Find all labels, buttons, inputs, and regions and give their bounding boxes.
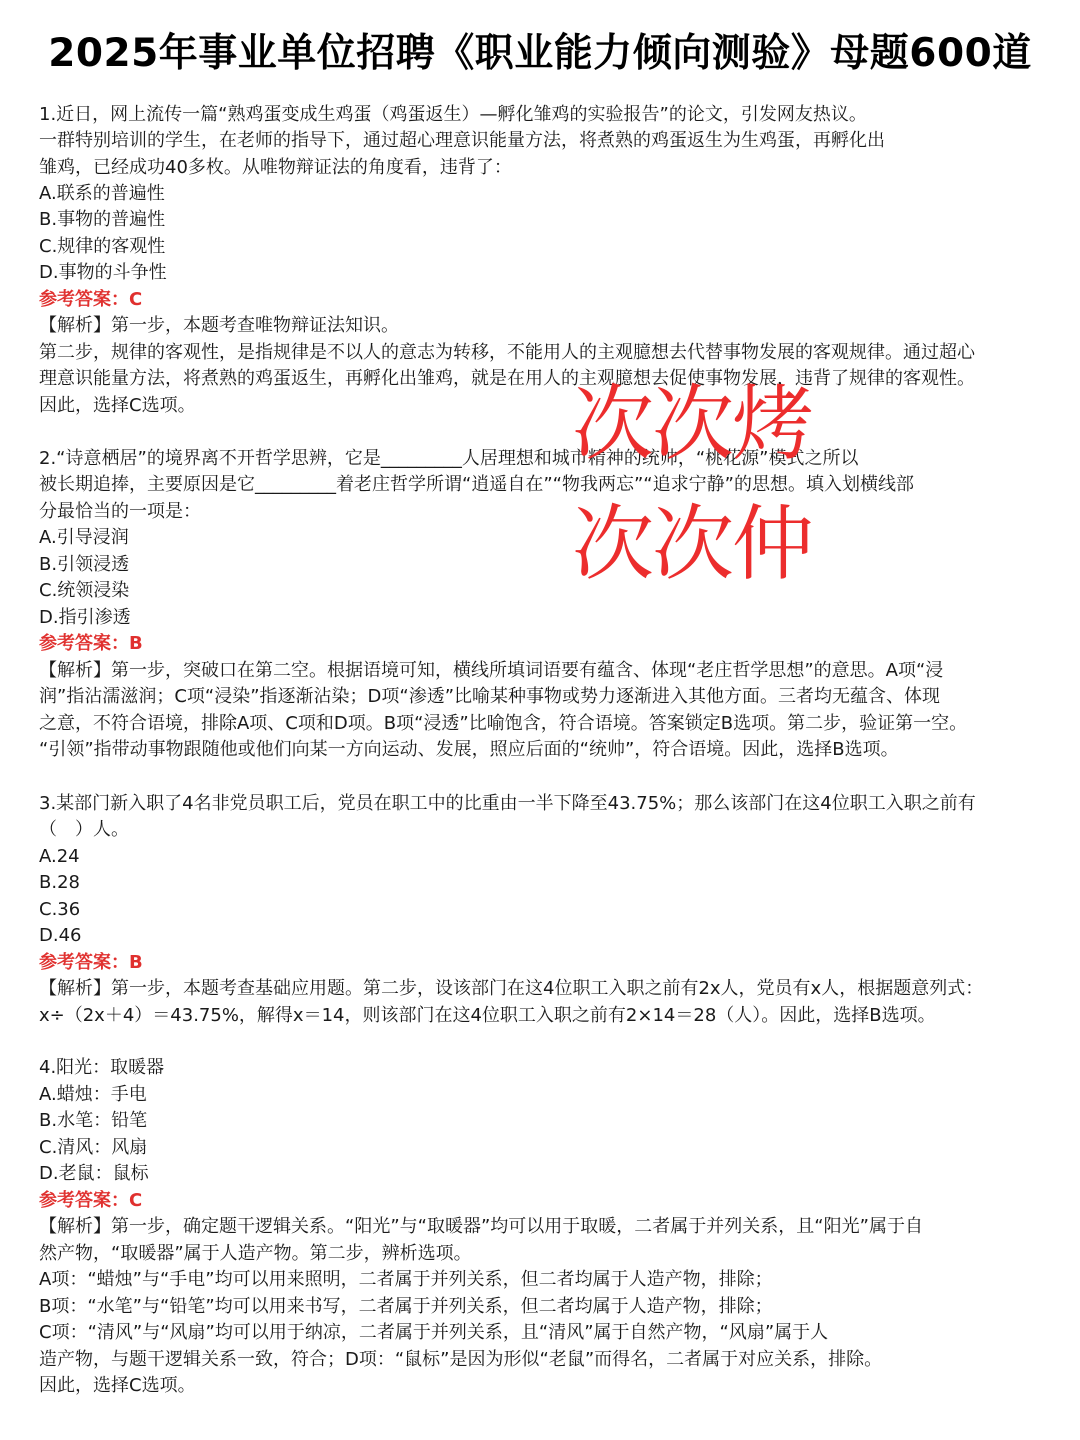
question-3-option-d: D.46 bbox=[39, 925, 82, 946]
question-1-analysis-line: 因此，选择C选项。 bbox=[39, 395, 196, 416]
question-3-option-b: B.28 bbox=[39, 872, 80, 893]
question-4-analysis-line: C项：“清风”与“风扇”均可以用于纳凉，二者属于并列关系，且“清风”属于自然产物，“风扇”属于人 bbox=[39, 1322, 829, 1343]
question-1-analysis-line: 理意识能量方法，将煮熟的鸡蛋返生，再孵化出雏鸡，就是在用人的主观臆想去促使事物发展，违背了规律的客观性。 bbox=[39, 368, 975, 389]
question-1-analysis-line: 第二步，规律的客观性，是指规律是不以人的意志为转移，不能用人的主观臆想去代替事物发展的客观规律。通过超心 bbox=[39, 342, 975, 363]
question-2-option-c: C.统领浸染 bbox=[39, 580, 130, 601]
question-2-stem-line: 2.“诗意栖居”的境界离不开哲学思辨，它是_________人居理想和城市精神的统帅，“桃花源”模式之所以 bbox=[39, 448, 859, 469]
question-4-stem-line: 4.阳光：取暖器 bbox=[39, 1057, 165, 1078]
question-4-option-c: C.清风：风扇 bbox=[39, 1137, 148, 1158]
question-4-option-d: D.老鼠：鼠标 bbox=[39, 1163, 149, 1184]
question-2-stem-line: 被长期追捧，主要原因是它_________着老庄哲学所谓“逍遥自在”“物我两忘”“追求宁静”的思想。填入划横线部 bbox=[39, 474, 914, 495]
watermark-line-1: 次次烤 bbox=[572, 377, 813, 472]
question-2-option-a: A.引导浸润 bbox=[39, 527, 129, 548]
question-3-answer: 参考答案：B bbox=[39, 952, 143, 973]
question-2-answer: 参考答案：B bbox=[39, 633, 143, 654]
question-3-stem-line: （ ）人。 bbox=[39, 819, 129, 840]
question-2-analysis-line: 润”指沾濡滋润；C项“浸染”指逐渐沾染；D项“渗透”比喻某种事物或势力逐渐进入其他方面。三者均无蕴含、体现 bbox=[39, 686, 941, 707]
question-1-option-b: B.事物的普遍性 bbox=[39, 209, 166, 230]
question-2-analysis-line: 之意，不符合语境，排除A项、C项和D项。B项“浸透”比喻饱含，符合语境。答案锁定B选项。第二步，验证第一空。 bbox=[39, 713, 968, 734]
question-3-option-a: A.24 bbox=[39, 846, 80, 867]
question-4-analysis-line: 因此，选择C选项。 bbox=[39, 1375, 196, 1396]
question-4-option-b: B.水笔：铅笔 bbox=[39, 1110, 148, 1131]
question-3-analysis-line: 【解析】第一步，本题考查基础应用题。第二步，设该部门在这4位职工入职之前有2x人，党员有x人，根据题意列式： bbox=[39, 978, 984, 999]
question-1-option-d: D.事物的斗争性 bbox=[39, 262, 167, 283]
question-1-option-a: A.联系的普遍性 bbox=[39, 183, 165, 204]
question-1-stem-line: 1.近日，网上流传一篇“熟鸡蛋变成生鸡蛋（鸡蛋返生）—孵化雏鸡的实验报告”的论文，引发网友热议。 bbox=[39, 104, 867, 125]
question-4-option-a: A.蜡烛：手电 bbox=[39, 1084, 147, 1105]
question-2-option-d: D.指引渗透 bbox=[39, 607, 131, 628]
question-3-analysis-line: x÷（2x＋4）＝43.75%，解得x＝14，则该部门在这4位职工入职之前有2×14＝28（人）。因此，选择B选项。 bbox=[39, 1005, 936, 1026]
question-2-analysis-line: “引领”指带动事物跟随他或他们向某一方向运动、发展，照应后面的“统帅”，符合语境。因此，选择B选项。 bbox=[39, 739, 899, 760]
question-4-analysis-line: 造产物，与题干逻辑关系一致，符合；D项：“鼠标”是因为形似“老鼠”而得名，二者属于对应关系，排除。 bbox=[39, 1349, 883, 1370]
question-1-analysis-line: 【解析】第一步，本题考查唯物辩证法知识。 bbox=[39, 315, 399, 336]
question-1-stem-line: 一群特别培训的学生，在老师的指导下，通过超心理意识能量方法，将煮熟的鸡蛋返生为生鸡蛋，再孵化出 bbox=[39, 130, 885, 151]
question-4-analysis-line: 然产物，“取暖器”属于人造产物。第二步，辨析选项。 bbox=[39, 1243, 472, 1264]
question-4-answer: 参考答案：C bbox=[39, 1190, 143, 1211]
question-1-answer: 参考答案：C bbox=[39, 289, 143, 310]
question-3-stem-line: 3.某部门新入职了4名非党员职工后，党员在职工中的比重由一半下降至43.75%；那么该部门在这4位职工入职之前有 bbox=[39, 793, 976, 814]
question-4-analysis-line: A项：“蜡烛”与“手电”均可以用来照明，二者属于并列关系，但二者均属于人造产物，排除； bbox=[39, 1269, 773, 1290]
question-2-analysis-line: 【解析】第一步，突破口在第二空。根据语境可知，横线所填词语要有蕴含、体现“老庄哲学思想”的意思。A项“浸 bbox=[39, 660, 944, 681]
question-2-option-b: B.引领浸透 bbox=[39, 554, 130, 575]
question-2-stem-line: 分最恰当的一项是： bbox=[39, 501, 201, 522]
question-1-stem-line: 雏鸡，已经成功40多枚。从唯物辩证法的角度看，违背了： bbox=[39, 157, 512, 178]
question-4-analysis-line: 【解析】第一步，确定题干逻辑关系。“阳光”与“取暖器”均可以用于取暖，二者属于并列关系，且“阳光”属于自 bbox=[39, 1216, 923, 1237]
watermark-line-2: 次次仲 bbox=[572, 497, 813, 592]
question-4-analysis-line: B项：“水笔”与“铅笔”均可以用来书写，二者属于并列关系，但二者均属于人造产物，排除； bbox=[39, 1296, 773, 1317]
question-3-option-c: C.36 bbox=[39, 899, 81, 920]
question-1-option-c: C.规律的客观性 bbox=[39, 236, 166, 257]
document-title: 2025年事业单位招聘《职业能力倾向测验》母题600道 bbox=[48, 31, 1032, 76]
